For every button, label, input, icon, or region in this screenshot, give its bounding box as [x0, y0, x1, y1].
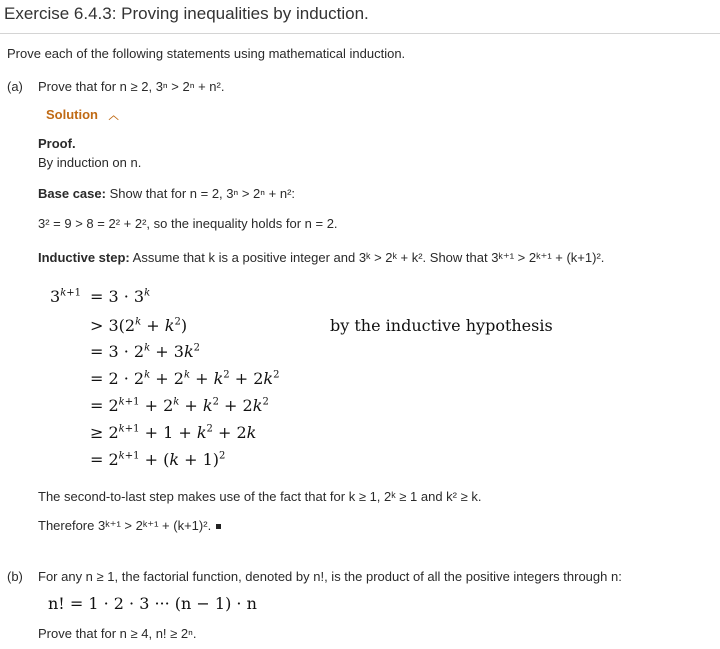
derivation-note: by the inductive hypothesis: [330, 316, 553, 335]
derivation-line-3: = $3 \cdot 2^k + 3k^2$: [90, 342, 201, 361]
derivation-line-5: = $2^{k+1} + 2^k + k^2 + 2k^2$: [90, 396, 269, 415]
exercise-title: Exercise 6.4.3: Proving inequalities by induction.: [4, 4, 369, 23]
inductive-step-line: [38, 250, 604, 266]
derivation-line-6: ≥ $2^{k+1} + 1 + k^2 + 2k$: [90, 423, 257, 442]
derivation-remark: The second-to-last step makes use of the fact that for k ≥ 1, 2ᵏ ≥ 1 and k² ≥ k.: [38, 489, 482, 504]
factorial-formula: n! = 1 · 2 · 3 ··· (n − 1) · n: [48, 594, 257, 613]
title-divider: [0, 33, 720, 34]
conclusion-text: Therefore 3ᵏ⁺¹ > 2ᵏ⁺¹ + (k+1)².: [38, 518, 212, 533]
part-b-task: Prove that for n ≥ 4, n! ≥ 2ⁿ.: [38, 626, 197, 641]
base-case-work: 3² = 9 > 8 = 2² + 2², so the inequality holds for n = 2.: [38, 216, 338, 231]
qed-square-icon: [216, 524, 221, 529]
part-a-label: (a): [7, 79, 23, 94]
base-case-text: Show that for n = 2, 3ⁿ > 2ⁿ + n²:: [105, 186, 296, 201]
base-case-line: [38, 186, 295, 201]
derivation-line-4: = $2 \cdot 2^k + 2^k + k^2 + 2k^2$: [90, 369, 280, 388]
solution-toggle-button[interactable]: [46, 107, 119, 122]
conclusion-line: [38, 518, 221, 534]
solution-toggle-label: Solution: [46, 107, 98, 122]
part-b-statement: For any n ≥ 1, the factorial function, denoted by n!, is the product of all the positive integers through n:: [38, 569, 622, 584]
derivation-lhs: $3^{k+1}$: [50, 287, 81, 306]
inductive-step-text: Assume that k is a positive integer and 3ᵏ > 2ᵏ + k². Show that 3ᵏ⁺¹ > 2ᵏ⁺¹ + (k+1)².: [129, 250, 605, 265]
intro-text: Prove each of the following statements using mathematical induction.: [7, 46, 406, 61]
derivation-line-7: = $2^{k+1} + (k + 1)^2$: [90, 450, 226, 469]
base-case-label: Base case:: [38, 186, 106, 201]
inductive-step-label: Inductive step:: [38, 250, 130, 265]
proof-heading: Proof.: [38, 136, 76, 151]
derivation-line-1: = $3 \cdot 3^k$: [90, 287, 151, 306]
part-b-label: (b): [7, 569, 23, 584]
chevron-up-icon: ︿: [108, 111, 119, 122]
derivation-line-2: > $3(2^k + k^2)$: [90, 316, 188, 335]
part-a-statement: Prove that for n ≥ 2, 3ⁿ > 2ⁿ + n².: [38, 79, 225, 94]
proof-method: By induction on n.: [38, 155, 142, 170]
